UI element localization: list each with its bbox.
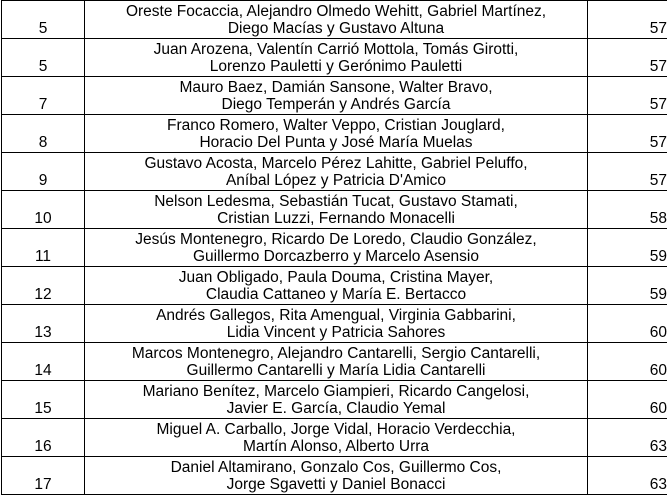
players-line-2: Aníbal López y Patricia D'Amico — [225, 171, 447, 189]
table-row — [2, 457, 667, 495]
players-cell — [85, 191, 588, 229]
position-cell: 12 — [2, 267, 85, 305]
table-row — [2, 77, 667, 115]
players-cell — [85, 267, 588, 305]
players-cell — [85, 457, 588, 495]
position-cell: 9 — [2, 153, 85, 191]
table-row — [2, 115, 667, 153]
results-table — [1, 0, 667, 495]
players-line-2: Claudia Cattaneo y María E. Bertacco — [205, 285, 467, 303]
table-row — [2, 419, 667, 457]
players-line-1: Miguel A. Carballo, Jorge Vidal, Horacio Verdecchia, — [156, 420, 516, 438]
players-line-1: Juan Arozena, Valentín Carrió Mottola, Tomás Girotti, — [153, 40, 519, 58]
players-line-2: Cristian Luzzi, Fernando Monacelli — [217, 209, 455, 227]
score-cell: 57 — [588, 153, 667, 191]
players-cell — [85, 305, 588, 343]
score-cell: 57 — [588, 77, 667, 115]
players-cell — [85, 381, 588, 419]
position-cell: 10 — [2, 191, 85, 229]
position-cell: 13 — [2, 305, 85, 343]
position-cell: 16 — [2, 419, 85, 457]
players-cell — [85, 343, 588, 381]
position-cell: 15 — [2, 381, 85, 419]
table-row — [2, 305, 667, 343]
players-line-1: Andrés Gallegos, Rita Amengual, Virginia Gabbarini, — [156, 306, 516, 324]
score-cell: 63 — [588, 419, 667, 457]
score-cell: 59 — [588, 267, 667, 305]
table-row — [2, 381, 667, 419]
players-cell — [85, 229, 588, 267]
position-cell: 7 — [2, 77, 85, 115]
players-line-1: Juan Obligado, Paula Douma, Cristina Mayer, — [178, 268, 494, 286]
players-line-2: Javier E. García, Claudio Yemal — [226, 399, 446, 417]
players-line-2: Guillermo Cantarelli y María Lidia Cantarelli — [186, 361, 486, 379]
players-line-1: Daniel Altamirano, Gonzalo Cos, Guillermo Cos, — [170, 458, 502, 476]
position-cell: 11 — [2, 229, 85, 267]
score-cell: 60 — [588, 305, 667, 343]
position-cell: 8 — [2, 115, 85, 153]
players-line-2: Guillermo Dorcazberro y Marcelo Asensio — [193, 247, 479, 265]
players-cell — [85, 1, 588, 39]
results-table-body — [2, 1, 667, 495]
score-cell: 57 — [588, 39, 667, 77]
table-row — [2, 39, 667, 77]
players-line-1: Jesús Montenegro, Ricardo De Loredo, Claudio González, — [135, 230, 537, 248]
players-line-1: Franco Romero, Walter Veppo, Cristian Jouglard, — [167, 116, 505, 134]
score-cell: 58 — [588, 191, 667, 229]
players-cell — [85, 419, 588, 457]
score-cell: 57 — [588, 115, 667, 153]
players-line-1: Nelson Ledesma, Sebastián Tucat, Gustavo Stamati, — [154, 192, 518, 210]
players-line-2: Jorge Sgavetti y Daniel Bonacci — [226, 475, 446, 493]
score-cell: 59 — [588, 229, 667, 267]
table-row — [2, 1, 667, 39]
score-cell: 63 — [588, 457, 667, 495]
table-row — [2, 267, 667, 305]
players-line-1: Marcos Montenegro, Alejandro Cantarelli, Sergio Cantarelli, — [131, 344, 541, 362]
table-row — [2, 153, 667, 191]
table-row — [2, 191, 667, 229]
players-cell — [85, 39, 588, 77]
players-line-1: Mariano Benítez, Marcelo Giampieri, Ricardo Cangelosi, — [142, 382, 530, 400]
players-cell — [85, 77, 588, 115]
score-cell: 57 — [588, 1, 667, 39]
position-cell: 17 — [2, 457, 85, 495]
players-line-2: Lidia Vincent y Patricia Sahores — [226, 323, 446, 341]
table-row — [2, 343, 667, 381]
players-cell — [85, 115, 588, 153]
score-cell: 60 — [588, 343, 667, 381]
players-line-1: Oreste Focaccia, Alejandro Olmedo Wehitt, Gabriel Martínez, — [125, 2, 547, 20]
players-line-2: Horacio Del Punta y José María Muelas — [199, 133, 473, 151]
players-line-2: Martín Alonso, Alberto Urra — [242, 437, 430, 455]
table-row — [2, 229, 667, 267]
players-cell — [85, 153, 588, 191]
position-cell: 5 — [2, 39, 85, 77]
players-line-1: Mauro Baez, Damián Sansone, Walter Bravo, — [179, 78, 493, 96]
position-cell: 5 — [2, 1, 85, 39]
score-cell: 60 — [588, 381, 667, 419]
position-cell: 14 — [2, 343, 85, 381]
players-line-2: Diego Temperán y Andrés García — [221, 95, 451, 113]
players-line-2: Diego Macías y Gustavo Altuna — [227, 19, 445, 37]
players-line-2: Lorenzo Pauletti y Gerónimo Pauletti — [209, 57, 463, 75]
players-line-1: Gustavo Acosta, Marcelo Pérez Lahitte, Gabriel Peluffo, — [144, 154, 528, 172]
